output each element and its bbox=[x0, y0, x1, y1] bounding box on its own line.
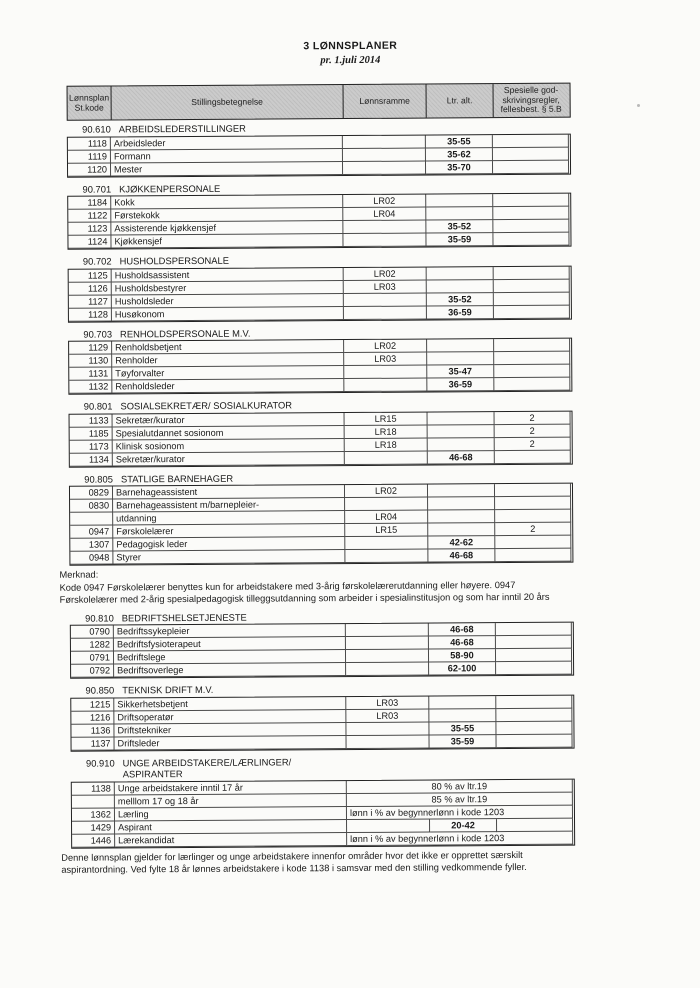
cell-stkode: 1429 bbox=[72, 821, 115, 834]
cell-ltr-alt: 46-68 bbox=[429, 623, 496, 636]
header-cell-stillingsbetegnelse: Stillingsbetegnelse bbox=[111, 85, 343, 119]
cell-lonnsramme: LR15 bbox=[345, 524, 428, 538]
cell-stillingsbetegnelse: Klinisk sosionom bbox=[113, 439, 345, 453]
cell-stillingsbetegnelse: Barnehageassistent m/barnepleier- bbox=[113, 498, 345, 512]
cell-lonnsramme: LR03 bbox=[344, 280, 427, 294]
section-code: 90.701 bbox=[82, 182, 112, 195]
cell-stkode: 1184 bbox=[68, 196, 111, 209]
cell-spesielle bbox=[497, 818, 573, 831]
cell-stillingsbetegnelse: Husholdsleder bbox=[112, 294, 344, 308]
cell-spesielle bbox=[494, 292, 570, 305]
cell-stillingsbetegnelse: Lærekandidat bbox=[115, 833, 347, 847]
cell-ltr-alt bbox=[428, 412, 495, 425]
cell-stillingsbetegnelse: Driftstekniker bbox=[114, 723, 346, 737]
section-90-805 bbox=[59, 470, 575, 606]
section-rows bbox=[71, 778, 575, 848]
cell-spesielle bbox=[493, 220, 569, 233]
cell-ltr-alt: 46-68 bbox=[428, 451, 495, 464]
section-title: UNGE ARBEIDSTAKERE/LÆRLINGER/ ASPIRANTER bbox=[122, 756, 292, 780]
cell-lonnsramme bbox=[346, 722, 429, 736]
cell-ltr-alt: 46-68 bbox=[428, 549, 495, 562]
cell-stkode: 1307 bbox=[70, 538, 113, 551]
cell-spesielle bbox=[496, 695, 572, 708]
cell-lonnsramme: LR18 bbox=[345, 438, 428, 452]
cell-ltr-alt: 46-68 bbox=[429, 636, 496, 649]
cell-stillingsbetegnelse: utdanning bbox=[113, 511, 345, 525]
cell-merged-value: lønn i % av begynnerlønn i kode 1203 bbox=[347, 831, 573, 845]
cell-spesielle: 2 bbox=[495, 437, 571, 450]
cell-stkode: 1127 bbox=[69, 295, 112, 308]
section-rows bbox=[68, 338, 572, 395]
section-title: SOSIALSEKRETÆR/ SOSIALKURATOR bbox=[120, 399, 293, 412]
cell-stkode: 1132 bbox=[69, 380, 112, 393]
cell-ltr-alt bbox=[427, 267, 494, 280]
cell-stkode: 1173 bbox=[70, 440, 113, 453]
cell-lonnsramme bbox=[343, 135, 426, 149]
cell-lonnsramme bbox=[345, 537, 428, 551]
cell-stillingsbetegnelse: Kjøkkensjef bbox=[111, 234, 343, 248]
section-rows bbox=[67, 133, 571, 177]
cell-ltr-alt bbox=[428, 510, 495, 523]
cell-stillingsbetegnelse: Førstekokk bbox=[111, 208, 343, 222]
cell-ltr-alt: 36-59 bbox=[427, 306, 494, 319]
cell-spesielle bbox=[496, 708, 572, 721]
cell-ltr-alt: 35-70 bbox=[426, 161, 493, 174]
cell-ltr-alt: 36-59 bbox=[427, 378, 494, 391]
cell-lonnsramme bbox=[343, 161, 426, 175]
cell-stkode: 1138 bbox=[72, 782, 115, 795]
cell-stillingsbetegnelse: Styrer bbox=[113, 550, 345, 564]
cell-stillingsbetegnelse: Bedriftsfysioterapeut bbox=[114, 637, 346, 651]
cell-stkode: 1185 bbox=[70, 427, 113, 440]
section-title: STATLIGE BARNEHAGER bbox=[120, 472, 234, 484]
section-note: Denne lønnsplan gjelder for lærlinger og unge arbeidstakere innenfor områder hvor det ikke er opprettet særskilt aspirantordning. Ved fylte 18 år lønnes arbeidstakere i kode 1138 i samsvar med den stilling vedkommende fyller. bbox=[61, 849, 527, 876]
cell-spesielle bbox=[493, 160, 569, 173]
cell-stillingsbetegnelse: Mester bbox=[111, 162, 343, 176]
cell-stillingsbetegnelse: Husholdsassistent bbox=[112, 268, 344, 282]
cell-spesielle bbox=[494, 365, 570, 378]
cell-lonnsramme bbox=[345, 498, 428, 512]
cell-stkode: 1122 bbox=[68, 209, 111, 222]
cell-stillingsbetegnelse: Renholdsleder bbox=[112, 379, 344, 393]
cell-lonnsramme bbox=[343, 148, 426, 162]
cell-spesielle bbox=[495, 484, 571, 497]
cell-stillingsbetegnelse: Renholder bbox=[112, 353, 344, 367]
section-rows bbox=[67, 193, 571, 250]
sections-container bbox=[59, 121, 577, 877]
cell-stillingsbetegnelse: Bedriftsoverlege bbox=[114, 663, 346, 677]
cell-stillingsbetegnelse: Driftsleder bbox=[114, 736, 346, 750]
cell-stkode: 1125 bbox=[69, 269, 112, 282]
cell-lonnsramme bbox=[346, 624, 429, 638]
cell-ltr-alt: 35-59 bbox=[426, 233, 493, 246]
cell-lonnsramme bbox=[346, 663, 429, 677]
section-rows bbox=[69, 410, 573, 467]
cell-ltr-alt: 35-55 bbox=[426, 135, 493, 148]
cell-stillingsbetegnelse: Driftsoperatør bbox=[114, 710, 346, 724]
cell-spesielle bbox=[493, 134, 569, 147]
section-title: KJØKKENPERSONALE bbox=[119, 182, 221, 194]
cell-stkode bbox=[70, 512, 113, 525]
cell-stillingsbetegnelse: Husholdsbestyrer bbox=[112, 281, 344, 295]
cell-ltr-alt bbox=[429, 709, 496, 722]
cell-stkode: 1282 bbox=[71, 639, 114, 652]
cell-stillingsbetegnelse: Barnehageassistent bbox=[113, 485, 345, 499]
section-90-810 bbox=[70, 609, 575, 679]
cell-stillingsbetegnelse: Aspirant bbox=[115, 820, 347, 834]
section-code: 90.702 bbox=[82, 255, 112, 267]
cell-stkode: 1133 bbox=[70, 414, 113, 427]
cell-stkode: 1137 bbox=[71, 737, 114, 750]
cell-ltr-alt: 35-59 bbox=[429, 735, 496, 748]
section-90-702 bbox=[68, 253, 573, 323]
cell-lonnsramme: LR18 bbox=[345, 425, 428, 439]
cell-lonnsramme bbox=[344, 366, 427, 380]
cell-lonnsramme bbox=[346, 637, 429, 651]
section-note: Merknad: Kode 0947 Førskolelærer benyttes kun for arbeidstakere med 3-årig førskolelærerutdanning eller høyere. 0947 Førskolelærer med 2-årig spesialpedagogisk tilleggsutdanning som arbeider i spesialinstitusjon og som har inntil 20 års bbox=[59, 569, 550, 605]
section-code: 90.703 bbox=[83, 327, 113, 340]
cell-stillingsbetegnelse: Arbeidsleder bbox=[111, 136, 343, 150]
cell-ltr-alt bbox=[428, 438, 495, 451]
cell-stillingsbetegnelse: Pedagogisk leder bbox=[113, 537, 345, 551]
section-title: RENHOLDSPERSONALE M.V. bbox=[119, 327, 251, 339]
section-code: 90.805 bbox=[84, 472, 113, 485]
cell-stkode: 1362 bbox=[72, 808, 115, 821]
cell-spesielle bbox=[493, 233, 569, 246]
cell-lonnsramme bbox=[346, 735, 429, 749]
cell-stillingsbetegnelse: Renholdsbetjent bbox=[112, 340, 344, 354]
cell-ltr-alt bbox=[427, 352, 494, 365]
cell-ltr-alt: 35-55 bbox=[429, 722, 496, 735]
cell-stillingsbetegnelse: Sikkerhetsbetjent bbox=[114, 697, 346, 711]
cell-stillingsbetegnelse: Assisterende kjøkkensjef bbox=[111, 221, 343, 235]
cell-stillingsbetegnelse: Lærling bbox=[115, 807, 347, 821]
cell-spesielle bbox=[494, 266, 570, 279]
cell-ltr-alt: 35-47 bbox=[427, 365, 494, 378]
cell-stkode: 1126 bbox=[69, 282, 112, 295]
cell-lonnsramme: LR02 bbox=[345, 485, 428, 499]
header-cell-lonnsplan-stkode: Lønnsplan St.kode bbox=[68, 92, 110, 113]
cell-stillingsbetegnelse: Spesialutdannet sosionom bbox=[113, 426, 345, 440]
cell-stkode: 1136 bbox=[71, 724, 114, 737]
header-cell-spesielle: Spesielle god- skrivingsregler, fellesbest. § 5.B bbox=[493, 84, 569, 117]
cell-spesielle: 2 bbox=[495, 424, 571, 437]
cell-spesielle bbox=[494, 352, 570, 365]
section-90-801 bbox=[68, 398, 573, 468]
cell-lonnsramme: LR03 bbox=[344, 353, 427, 367]
cell-ltr-alt bbox=[427, 339, 494, 352]
cell-spesielle bbox=[494, 279, 570, 292]
cell-ltr-alt bbox=[428, 497, 495, 510]
cell-lonnsramme bbox=[343, 234, 426, 248]
header-cell-lonnsramme: Lønnsramme bbox=[343, 85, 426, 119]
cell-lonnsramme: LR02 bbox=[344, 340, 427, 354]
cell-merged-value: 80 % av ltr.19 bbox=[347, 779, 573, 793]
section-rows bbox=[69, 483, 573, 566]
page-subtitle: pr. 1.juli 2014 bbox=[320, 54, 381, 67]
cell-stkode: 1446 bbox=[72, 834, 115, 847]
cell-stillingsbetegnelse: Førskolelærer bbox=[113, 524, 345, 538]
cell-stillingsbetegnelse: Kokk bbox=[111, 195, 343, 209]
cell-ltr-alt bbox=[426, 207, 493, 220]
cell-stillingsbetegnelse: Tøyforvalter bbox=[112, 366, 344, 380]
cell-spesielle: 2 bbox=[495, 523, 571, 536]
cell-lonnsramme bbox=[343, 221, 426, 235]
cell-stkode: 1215 bbox=[71, 698, 114, 711]
cell-spesielle bbox=[495, 536, 571, 549]
cell-ltr-alt bbox=[429, 696, 496, 709]
header-cell-ltr-alt: Ltr. alt. bbox=[426, 84, 493, 117]
cell-ltr-alt: 35-62 bbox=[426, 148, 493, 161]
cell-lonnsramme bbox=[347, 819, 430, 833]
section-title: BEDRIFTSHELSETJENESTE bbox=[121, 611, 247, 624]
cell-stillingsbetegnelse: Bedriftssykepleier bbox=[114, 624, 346, 638]
cell-stkode: 1130 bbox=[69, 354, 112, 367]
cell-stkode: 0792 bbox=[71, 665, 114, 678]
cell-lonnsramme: LR04 bbox=[343, 208, 426, 222]
cell-lonnsramme bbox=[344, 293, 427, 307]
section-code: 90.910 bbox=[85, 757, 115, 769]
table-header-row bbox=[67, 83, 571, 121]
cell-spesielle bbox=[495, 450, 571, 463]
cell-stkode: 1131 bbox=[69, 367, 112, 380]
cell-ltr-alt bbox=[428, 425, 495, 438]
cell-stkode: 0829 bbox=[70, 486, 113, 499]
cell-stkode: 0791 bbox=[71, 652, 114, 665]
cell-ltr-alt: 58-90 bbox=[429, 649, 496, 662]
cell-ltr-alt bbox=[428, 484, 495, 497]
cell-stkode bbox=[72, 795, 115, 808]
cell-spesielle bbox=[494, 305, 570, 318]
cell-spesielle bbox=[496, 649, 572, 662]
cell-stillingsbetegnelse: Formann bbox=[111, 149, 343, 163]
cell-stillingsbetegnelse: Bedriftslege bbox=[114, 650, 346, 664]
cell-stkode: 1129 bbox=[69, 341, 112, 354]
cell-stkode: 0830 bbox=[70, 499, 113, 512]
cell-lonnsramme bbox=[346, 650, 429, 664]
section-code: 90.810 bbox=[85, 612, 114, 624]
cell-lonnsramme: LR04 bbox=[345, 511, 428, 525]
section-90-610 bbox=[67, 121, 572, 178]
section-90-910 bbox=[61, 754, 577, 876]
cell-spesielle bbox=[496, 636, 572, 649]
cell-spesielle bbox=[493, 207, 569, 220]
cell-ltr-alt bbox=[427, 280, 494, 293]
section-title: TEKNISK DRIFT M.V. bbox=[122, 684, 214, 696]
cell-spesielle bbox=[493, 147, 569, 160]
cell-stkode: 0947 bbox=[70, 525, 113, 538]
section-rows bbox=[68, 265, 572, 322]
cell-stkode: 1134 bbox=[70, 453, 113, 466]
section-rows bbox=[70, 622, 574, 679]
cell-stkode: 1128 bbox=[69, 308, 112, 321]
cell-lonnsramme: LR03 bbox=[346, 696, 429, 710]
cell-lonnsramme bbox=[345, 451, 428, 465]
cell-ltr-alt: 42-62 bbox=[428, 536, 495, 549]
cell-stkode: 1118 bbox=[68, 137, 111, 150]
cell-spesielle bbox=[495, 549, 571, 562]
cell-ltr-alt bbox=[426, 194, 493, 207]
cell-lonnsramme: LR15 bbox=[345, 412, 428, 426]
cell-stillingsbetegnelse: Sekretær/kurator bbox=[113, 452, 345, 466]
cell-stillingsbetegnelse: Husøkonom bbox=[112, 307, 344, 321]
cell-ltr-alt: 35-52 bbox=[426, 220, 493, 233]
cell-spesielle: 2 bbox=[495, 411, 571, 424]
section-90-850 bbox=[70, 682, 575, 752]
cell-stkode: 1120 bbox=[68, 163, 111, 176]
cell-merged-value: lønn i % av begynnerlønn i kode 1203 bbox=[347, 805, 573, 819]
cell-lonnsramme: LR02 bbox=[344, 267, 427, 281]
cell-spesielle bbox=[494, 378, 570, 391]
section-title: ARBEIDSLEDERSTILLINGER bbox=[118, 122, 246, 135]
cell-spesielle bbox=[496, 623, 572, 636]
cell-lonnsramme: LR03 bbox=[346, 709, 429, 723]
cell-spesielle bbox=[494, 339, 570, 352]
wage-plan-table bbox=[59, 83, 577, 877]
section-code: 90.801 bbox=[83, 400, 113, 412]
cell-ltr-alt bbox=[428, 523, 495, 536]
cell-spesielle bbox=[496, 734, 572, 747]
section-code: 90.850 bbox=[85, 684, 115, 696]
cell-lonnsramme bbox=[345, 550, 428, 564]
page-title: 3 LØNNSPLANER bbox=[303, 39, 398, 53]
cell-ltr-alt: 35-52 bbox=[427, 293, 494, 306]
cell-ltr-alt: 62-100 bbox=[429, 662, 496, 675]
section-header bbox=[71, 754, 576, 780]
cell-spesielle bbox=[496, 721, 572, 734]
cell-stkode: 0948 bbox=[70, 551, 113, 564]
section-rows bbox=[70, 694, 574, 751]
cell-spesielle bbox=[495, 510, 571, 523]
cell-stillingsbetegnelse: Unge arbeidstakere inntil 17 år bbox=[115, 781, 347, 795]
cell-stillingsbetegnelse: Sekretær/kurator bbox=[113, 413, 345, 427]
cell-stillingsbetegnelse: melllom 17 og 18 år bbox=[115, 794, 347, 808]
scan-speck bbox=[637, 104, 640, 107]
cell-merged-value: 85 % av ltr.19 bbox=[347, 792, 573, 806]
cell-lonnsramme bbox=[344, 306, 427, 320]
section-90-703 bbox=[68, 325, 573, 395]
cell-spesielle bbox=[496, 662, 572, 675]
cell-stkode: 0790 bbox=[71, 626, 114, 639]
cell-stkode: 1123 bbox=[68, 222, 111, 235]
cell-stkode: 1124 bbox=[68, 235, 111, 248]
cell-spesielle bbox=[495, 497, 571, 510]
cell-stkode: 1119 bbox=[68, 150, 111, 163]
cell-stkode: 1216 bbox=[71, 711, 114, 724]
cell-lonnsramme bbox=[344, 379, 427, 393]
cell-lonnsramme: LR02 bbox=[343, 195, 426, 209]
section-90-701 bbox=[67, 180, 572, 250]
cell-ltr-alt: 20-42 bbox=[430, 819, 497, 832]
section-title: HUSHOLDSPERSONALE bbox=[119, 254, 230, 267]
section-code: 90.610 bbox=[82, 123, 111, 135]
cell-spesielle bbox=[493, 194, 569, 207]
